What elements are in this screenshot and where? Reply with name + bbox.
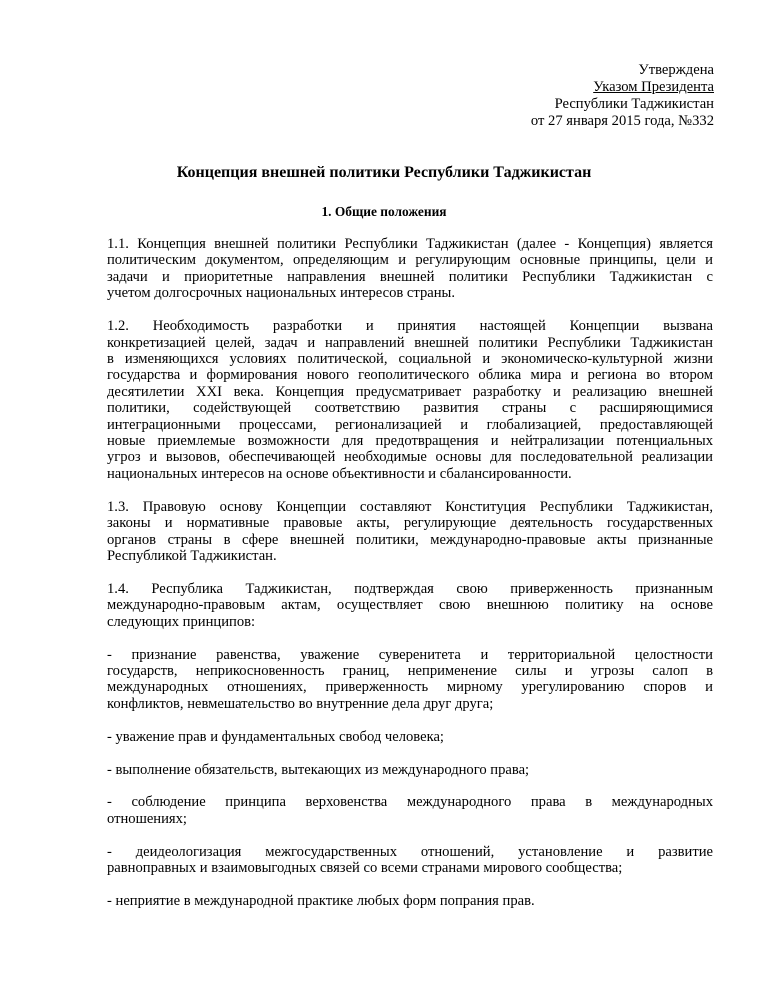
approval-line-republic: Республики Таджикистан <box>554 96 714 112</box>
text-line: 1.4. Республика Таджикистан, подтверждая свою приверженность признанным <box>107 580 713 597</box>
approval-block <box>531 62 714 130</box>
text-line: 1.3. Правовую основу Концепции составляют Конституция Республики Таджикистан, <box>107 498 713 515</box>
text-line: законы и нормативные правовые акты, регулирующие деятельность государственных <box>107 515 713 532</box>
text-line: учетом долгосрочных национальных интересов страны. <box>107 285 456 302</box>
text-line: международно-правовым актам, осуществляет свою внешнюю политику на основе <box>107 597 713 614</box>
text-line: органов страны в сфере внешней политики, международно-правовые акты признанные <box>107 531 713 548</box>
text-line: новые приемлемые возможности для предотвращения и нейтрализации потенциальных <box>107 432 713 449</box>
text-line: конфликтов, невмешательство во внутренние дела друг друга; <box>107 695 494 712</box>
text-line: конкретизацией целей, задач и направлений внешней политики Республики Таджикистан <box>107 334 713 351</box>
text-line: 1.2. Необходимость разработки и принятия настоящей Концепции вызвана <box>107 318 713 335</box>
section-heading: 1. Общие положения <box>321 204 447 219</box>
approval-line-date: от 27 января 2015 года, №332 <box>530 113 714 129</box>
paragraph-1-4 <box>107 581 713 630</box>
text-line: десятилетии XXI века. Концепция предусматривает разработку и реализацию внешней <box>107 383 713 400</box>
approval-line-approved: Утверждена <box>638 62 714 78</box>
principle-item <box>107 893 713 909</box>
principle-item <box>107 647 713 713</box>
text-line: - неприятие в международной практике любых форм попрания прав. <box>107 893 535 910</box>
text-line: равноправных и взаимовыгодных связей со всеми странами мирового сообщества; <box>107 860 623 877</box>
text-line: - уважение прав и фундаментальных свобод человека; <box>107 728 444 745</box>
paragraph-1-2 <box>107 318 713 482</box>
paragraph-1-3 <box>107 499 713 565</box>
text-line: государств, неприкосновенность границ, неприменение силы и угрозы салоп в <box>107 662 713 679</box>
text-line: - признание равенства, уважение суверенитета и территориальной целостности <box>107 646 713 663</box>
text-line: - деидеологизация межгосударственных отношений, установление и развитие <box>107 843 713 860</box>
principle-item <box>107 729 713 745</box>
paragraph-1-1 <box>107 236 713 302</box>
text-line: следующих принципов: <box>107 613 256 630</box>
principle-item <box>107 794 713 827</box>
principle-item <box>107 844 713 877</box>
text-line: политическим документом, определяющим и регулирующим основные принципы, цели и <box>107 252 713 269</box>
text-line: отношениях; <box>107 810 187 827</box>
text-line: угроз и вызовов, обеспечивающей необходимые основы для последовательной реализации <box>107 449 713 466</box>
text-line: государства и формирования нового геополитического облика мира и региона во втором <box>107 367 713 384</box>
text-line: в изменяющихся условиях политической, социальной и экономическо-культурной жизни <box>107 350 713 367</box>
text-line: национальных интересов на основе объективности и сбалансированности. <box>107 465 572 482</box>
text-line: - соблюдение принципа верховенства международного права в международных <box>107 794 713 811</box>
text-line: задачи и приоритетные направления внешней политики Республики Таджикистан с <box>107 268 713 285</box>
text-line: - выполнение обязательств, вытекающих из международного права; <box>107 761 530 778</box>
document-body <box>107 236 713 926</box>
text-line: Республикой Таджикистан. <box>107 547 277 564</box>
document-title: Концепция внешней политики Республики Таджикистан <box>176 164 592 181</box>
text-line: международных отношениях, приверженность мирному урегулированию споров и <box>107 679 713 696</box>
text-line: политики, содействующей соответствию развития страны с расширяющимися <box>107 400 713 417</box>
text-line: 1.1. Концепция внешней политики Республики Таджикистан (далее - Концепция) является <box>107 236 713 252</box>
text-line: интеграционными процессами, регионализацией и глобализацией, предоставляющей <box>107 416 713 433</box>
principle-item <box>107 762 713 778</box>
approval-line-decree: Указом Президента <box>593 79 714 95</box>
